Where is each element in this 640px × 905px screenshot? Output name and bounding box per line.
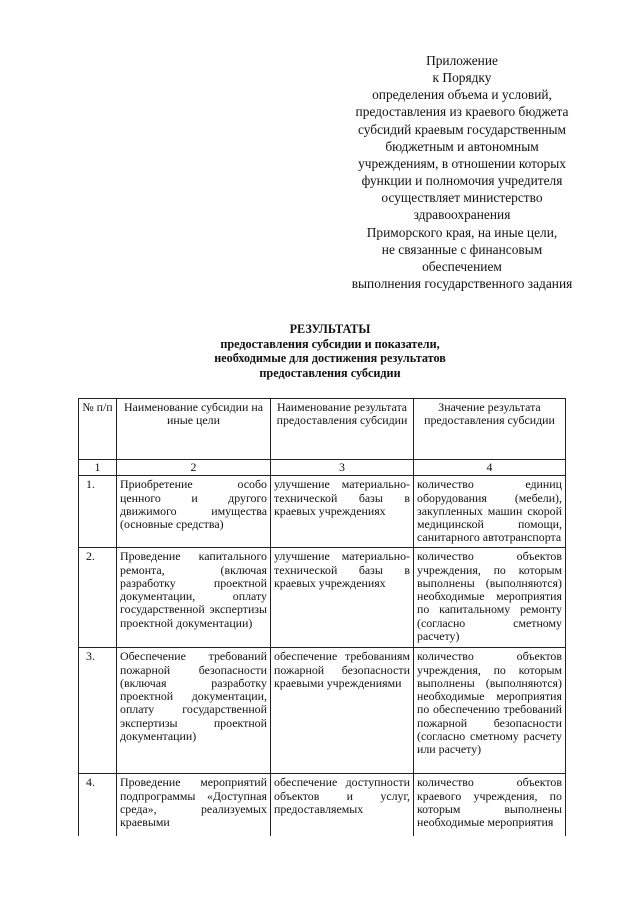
- appendix-line: Приморского края, на иные цели,: [366, 224, 558, 240]
- subsidy-name: Приобретение особо ценного и другого движимого имущества (основные средства): [117, 476, 271, 548]
- appendix-line: Приложение: [426, 53, 498, 68]
- document-heading: [150, 322, 510, 381]
- subsidy-name: Обеспечение требований пожарной безопасности (включая разработку проектной документации, оплату государственной экспертизы проектной документации): [117, 648, 271, 774]
- appendix-line: к Порядку: [432, 70, 492, 86]
- appendix-caption: [330, 52, 594, 292]
- result-name: обеспечение доступности объектов и услуг, предоставляемых: [271, 774, 414, 837]
- table-row: [79, 548, 566, 648]
- heading-title: РЕЗУЛЬТАТЫ: [289, 322, 371, 336]
- heading-line: предоставления субсидии и показатели,: [220, 336, 440, 351]
- column-number: 3: [271, 460, 414, 476]
- header-cell-number: № п/п: [79, 399, 117, 460]
- column-number-row: [79, 460, 566, 476]
- column-number: 4: [414, 460, 566, 476]
- result-name: улучшение материально-технической базы в краевых учреждениях: [271, 476, 414, 548]
- appendix-line: субсидий краевым государственным: [358, 121, 566, 137]
- appendix-line: определения объема и условий,: [372, 87, 552, 103]
- header-cell-subsidy: Наименование субсидии на иные цели: [117, 399, 271, 460]
- subsidy-name: Проведение мероприятий подпрограммы «Доступная среда», реализуемых краевыми: [117, 774, 271, 837]
- table-row: [79, 476, 566, 548]
- subsidy-name: Проведение капитального ремонта, (включая разработку проектной документации, оплату государственной экспертизы проектной документации): [117, 548, 271, 648]
- table-row: [79, 648, 566, 774]
- result-name: улучшение материально-технической базы в краевых учреждениях: [271, 548, 414, 648]
- heading-line: необходимые для достижения результатов: [214, 351, 446, 366]
- result-value: количество объектов учреждения, по которым выполнены (выполняются) необходимые мероприятия по капитальному ремонту (согласно сметному расчету): [414, 548, 566, 648]
- appendix-line: не связанные с финансовым: [381, 241, 543, 257]
- appendix-line: учреждениям, в отношении которых: [358, 155, 566, 171]
- results-table: [78, 398, 566, 836]
- header-cell-value: Значение результата предоставления субсидии: [414, 399, 566, 460]
- row-number: 1.: [79, 476, 117, 548]
- row-number: 4.: [79, 774, 117, 837]
- result-value: количество объектов учреждения, по которым выполнены (выполняются) необходимые мероприятия по обеспечению требований пожарной безопасности (согласно сметному расчету или расчету): [414, 648, 566, 774]
- appendix-line: осуществляет министерство: [381, 190, 543, 206]
- header-cell-result: Наименование результата предоставления субсидии: [271, 399, 414, 460]
- result-value: количество объектов краевого учреждения, по которым выполнены необходимые мероприятия: [414, 774, 566, 837]
- appendix-line: выполнения государственного задания: [351, 276, 573, 292]
- appendix-line: функции и полномочия учредителя: [361, 173, 563, 189]
- column-number: 2: [117, 460, 271, 476]
- table-header-row: [79, 399, 566, 460]
- appendix-line: предоставления из краевого бюджета: [355, 104, 569, 120]
- table-row: [79, 774, 566, 837]
- result-name: обеспечение требованиям пожарной безопасности краевыми учреждениями: [271, 648, 414, 774]
- result-value: количество единиц оборудования (мебели), закупленных машин скорой медицинской помощи, санитарного автотранспорта: [414, 476, 566, 548]
- appendix-line: здравоохранения: [413, 207, 511, 223]
- column-number: 1: [79, 460, 117, 476]
- appendix-line: обеспечением: [422, 258, 502, 274]
- heading-line: предоставления субсидии: [259, 366, 401, 381]
- row-number: 2.: [79, 548, 117, 648]
- appendix-line: бюджетным и автономным: [385, 138, 539, 154]
- row-number: 3.: [79, 648, 117, 774]
